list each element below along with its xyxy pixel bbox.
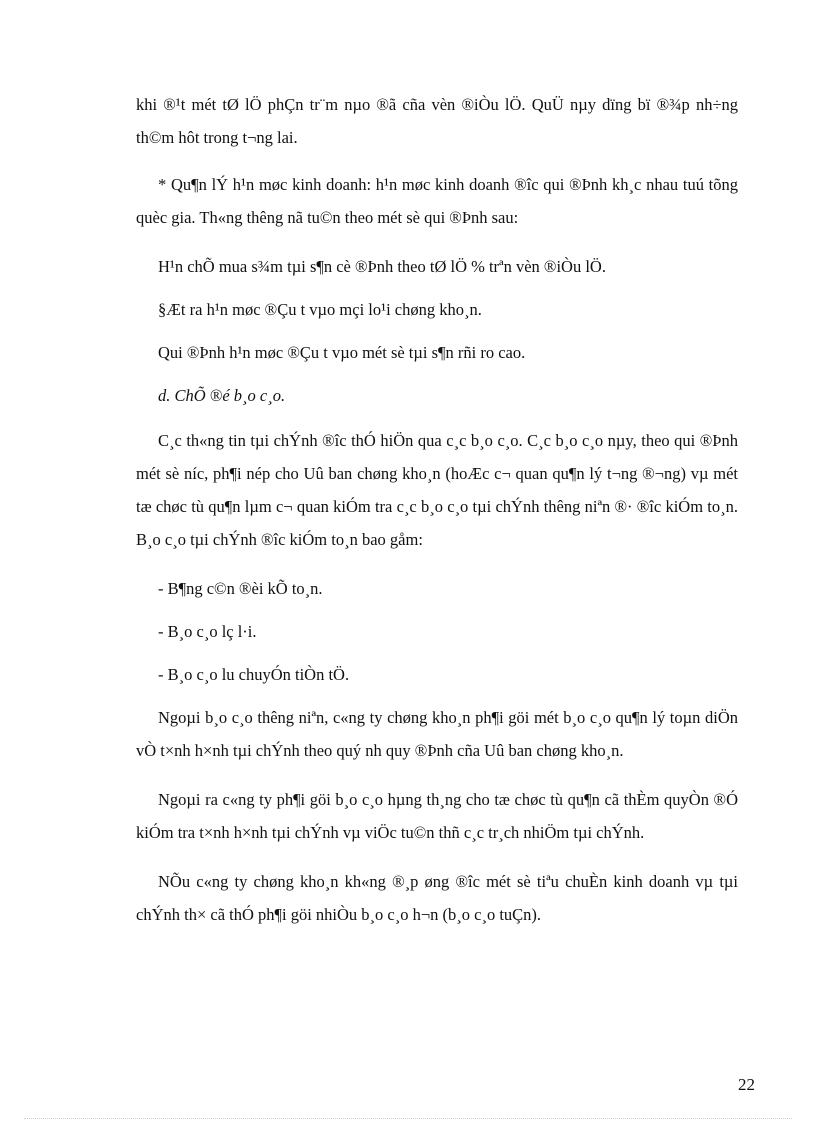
list-item: Qui ®Þnh h¹n møc ®Çu t vµo mét sè tµi s¶n rñi ro cao. bbox=[158, 343, 526, 362]
list-item: H¹n chÕ mua s¾m tµi s¶n cè ®Þnh theo tØ lÖ % trªn vèn ®iÒu lÖ. bbox=[158, 257, 606, 276]
paragraph-business-limits: * Qu¶n lÝ h¹n møc kinh doanh: h¹n møc kinh doanh ®îc qui ®Þnh kh¸c nhau tuú tõng quèc gia. Th«ng thêng nã tu©n theo mét sè qui ®Þnh sau: bbox=[136, 175, 738, 227]
paragraph-monthly-report: Ngoµi ra c«ng ty ph¶i göi b¸o c¸o hµng th¸ng cho tæ chøc tù qu¶n cã thÈm quyÒn ®Ó kiÓm tra t×nh h×nh tµi chÝnh vµ viÖc tu©n thñ c¸c tr¸ch nhiÖm tµi chÝnh. bbox=[136, 790, 738, 842]
list-item: - B¸o c¸o lu chuyÓn tiÒn tÖ. bbox=[158, 665, 350, 684]
section-heading: d. ChÕ ®é b¸o c¸o. bbox=[158, 386, 286, 405]
list-item: - B¸o c¸o lç l·i. bbox=[158, 622, 257, 641]
list-item: §Æt ra h¹n møc ®Çu t vµo mçi lo¹i chøng kho¸n. bbox=[158, 300, 482, 319]
list-item: - B¶ng c©n ®èi kÕ to¸n. bbox=[158, 579, 323, 598]
paragraph-weekly-report: NÕu c«ng ty chøng kho¸n kh«ng ®¸p øng ®îc mét sè tiªu chuÈn kinh doanh vµ tµi chÝnh th× cã thÓ ph¶i göi nhiÒu b¸o c¸o h¬n (b¸o c¸o tuÇn). bbox=[136, 872, 738, 924]
document-body bbox=[136, 88, 738, 947]
page-bottom-border bbox=[24, 1118, 792, 1119]
page-number: 22 bbox=[738, 1075, 755, 1094]
paragraph-continuation: khi ®¹t mét tØ lÖ phÇn tr¨m nµo ®ã cña vèn ®iÒu lÖ. QuÜ nµy dïng bï ®¾p nh÷ng th©m hôt trong t¬ng lai. bbox=[136, 95, 738, 147]
paragraph-financial-info: C¸c th«ng tin tµi chÝnh ®îc thÓ hiÖn qua c¸c b¸o c¸o. C¸c b¸o c¸o nµy, theo qui ®Þnh mét sè níc, ph¶i nép cho Uû ban chøng kho¸n (hoÆc c¬ quan qu¶n lý t¬ng ®¬ng) vµ mét tæ chøc tù qu¶n lµm c¬ quan kiÓm tra c¸c b¸o c¸o tµi chÝnh thêng niªn ®· ®îc kiÓm to¸n. B¸o c¸o tµi chÝnh ®îc kiÓm to¸n bao gåm: bbox=[136, 431, 738, 549]
paragraph-quarterly-report: Ngoµi b¸o c¸o thêng niªn, c«ng ty chøng kho¸n ph¶i göi mét b¸o c¸o qu¶n lý toµn diÖn vÒ t×nh h×nh tµi chÝnh theo quý nh quy ®Þnh cña Uû ban chøng kho¸n. bbox=[136, 708, 738, 760]
